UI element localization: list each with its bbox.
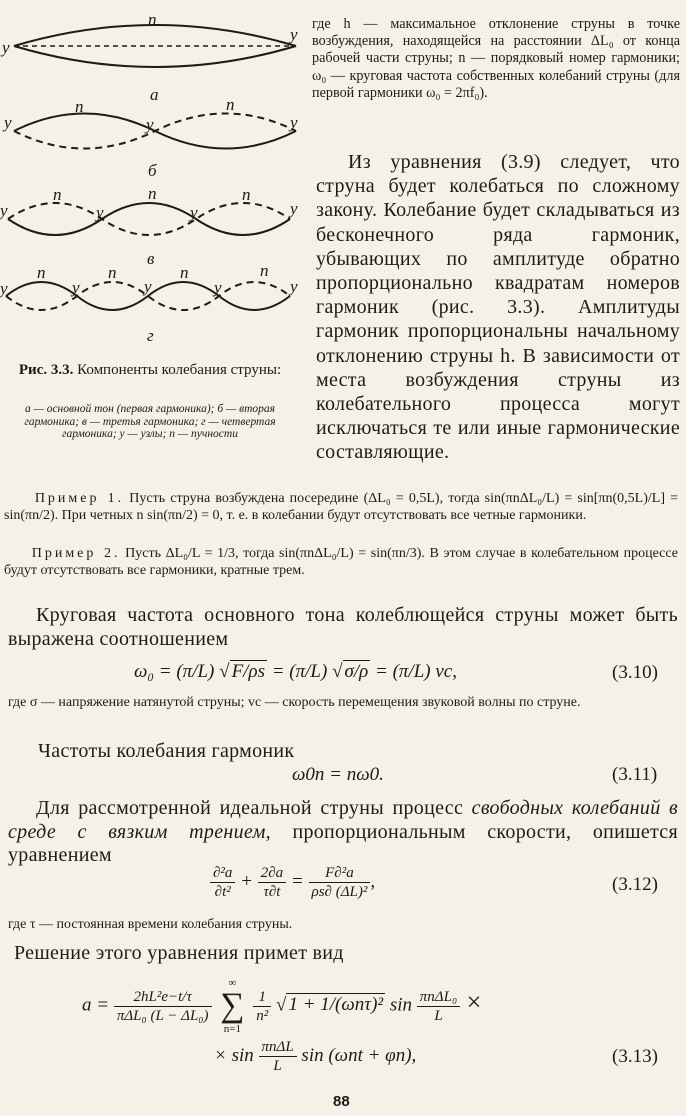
label-antinode: п	[148, 10, 157, 29]
label-antinode: п	[180, 263, 189, 282]
figure-caption-title: Компоненты колебания струны:	[77, 362, 282, 378]
wave-a-lower	[14, 46, 296, 67]
label-node: у	[290, 199, 298, 218]
label-antinode: п	[148, 184, 157, 203]
paragraph-circular-frequency: Круговая частота основного тона колеблющейся струны может быть выражена соотношением	[8, 604, 678, 650]
paragraph-where-h: где h — максимальное отклонение струны в точке возбуждения, находящейся на расстоянии ΔL₀ от конца рабочей части струны; n — порядковый номер гармоники; ω₀ — круговая частота собственных колебаний струны (для первой гармоники ω₀ = 2πf₀).	[312, 16, 680, 101]
label-a: а	[150, 85, 159, 104]
label-b: б	[148, 161, 157, 180]
figure-legend: а — основной тон (первая гармоника); б — вторая гармоника; в — третья гармоника; г — четвертая гармоника; у — узлы; п — пучности	[24, 403, 276, 440]
paragraph-main: Из уравнения (3.9) следует, что струна будет колебаться по сложному закону. Колебание будет складываться из бесконечного ряда гармоник, убывающих по амплитуде обратно пропорционально квадратам номеров гармоник (рис. 3.3). Амплитуды гармоник пропорциональны начальному отклонению струны h. В зависимости от места возбуждения струны из колебательного процесса могут исключаться те или иные гармонические составляющие.	[316, 151, 680, 464]
label-antinode: п	[226, 95, 235, 114]
equation-3-12: $\frac{\text{∂²a}}{\text{∂t²}}$ + $\frac{2\partial a}{\tau\partial t}$ = $\frac{\text{F∂²a}}{\text{ρs∂ (ΔL)²}}$ ,	[210, 864, 375, 901]
equation-number-3-13: (3.13)	[612, 1046, 658, 1067]
label-node: у	[214, 278, 222, 297]
harmonics-diagram	[0, 6, 310, 346]
label-node: у	[290, 113, 298, 132]
equation-3-10: ω₀ = (π/L) √ F/ρs = (π/L) √ σ/ρ = (π/L) vc,	[134, 661, 457, 682]
label-node: у	[2, 38, 10, 57]
label-node: у	[290, 277, 298, 296]
label-antinode: п	[53, 185, 62, 204]
label-node: у	[144, 277, 152, 296]
equation-number-3-11: (3.11)	[612, 764, 658, 785]
paragraph-solution: Решение этого уравнения примет вид	[14, 942, 344, 964]
label-antinode: п	[242, 185, 251, 204]
label-g: г	[147, 326, 154, 345]
label-node: у	[96, 203, 104, 222]
label-node: у	[146, 115, 154, 134]
label-node: у	[190, 203, 198, 222]
example-2	[4, 545, 678, 579]
paragraph-where-sigma: где σ — напряжение натянутой струны; vc — скорость перемещения звуковой волны по струне.	[8, 695, 581, 710]
figure-string-harmonics	[0, 6, 310, 346]
label-node: у	[4, 113, 12, 132]
paragraph-free-oscillations: Для рассмотренной идеальной струны процесс свободных колебаний в среде с вязким трением, пропорциональным скорости, опишется уравнением	[8, 797, 678, 866]
example-2-text: Пусть ΔL₀/L = 1/3, тогда sin(πnΔL₀/L) = sin(πn/3). В этом случае в колебательном процессе будут отсутствовать все гармоники, кратные трем.	[4, 546, 678, 578]
equation-3-13-line2: × sin $\frac{\text{πnΔL}}{L}$ sin (ωnt + φn),	[214, 1039, 417, 1074]
wave-v-dashed	[8, 203, 290, 235]
label-antinode: п	[108, 263, 117, 282]
page-number: 88	[333, 1093, 350, 1110]
example-1-text: Пусть струна возбуждена посередине (ΔL₀ = 0,5L), тогда sin(πnΔL₀/L) = sin[πn(0,5L)/L] = sin(πn/2). При четных n sin(πn/2) = 0, т. е. в колебании будут отсутствовать все четные гармоники.	[4, 491, 679, 523]
example-1	[4, 490, 678, 524]
wave-b-dashed	[14, 114, 296, 149]
equation-number-3-10: (3.10)	[612, 662, 658, 683]
figure-caption-lead: Рис. 3.3.	[18, 362, 74, 378]
label-node: у	[0, 279, 8, 298]
label-v: в	[147, 249, 155, 268]
label-node: у	[0, 201, 8, 220]
example-1-label: Пример 1.	[34, 491, 125, 506]
equation-3-11: ω0n = nω0.	[292, 764, 384, 785]
sum-symbol: ∞ ∑ n=1	[220, 977, 245, 1035]
label-antinode: п	[37, 263, 46, 282]
label-antinode: п	[260, 261, 269, 280]
paragraph-harmonic-frequencies: Частоты колебания гармоник	[38, 740, 295, 762]
label-node: у	[290, 25, 298, 44]
figure-caption	[4, 362, 296, 379]
label-antinode: п	[75, 97, 84, 116]
example-2-label: Пример 2.	[31, 546, 121, 561]
wave-v-solid	[8, 203, 290, 235]
paragraph-where-tau: где τ — постоянная времени колебания струны.	[8, 917, 293, 932]
label-node: у	[72, 278, 80, 297]
equation-3-13-line1: a = $\frac{\text{2hL²e−t/τ}}{\text{πΔL₀ (L − ΔL₀)}}$ ∞ ∑ n=1 $\frac{1}{\text{n²}}$ √ 1 + 1/(ωnτ)² sin $\frac{\text{πnΔL₀}}{L}$ ×	[82, 977, 483, 1035]
equation-number-3-12: (3.12)	[612, 874, 658, 895]
